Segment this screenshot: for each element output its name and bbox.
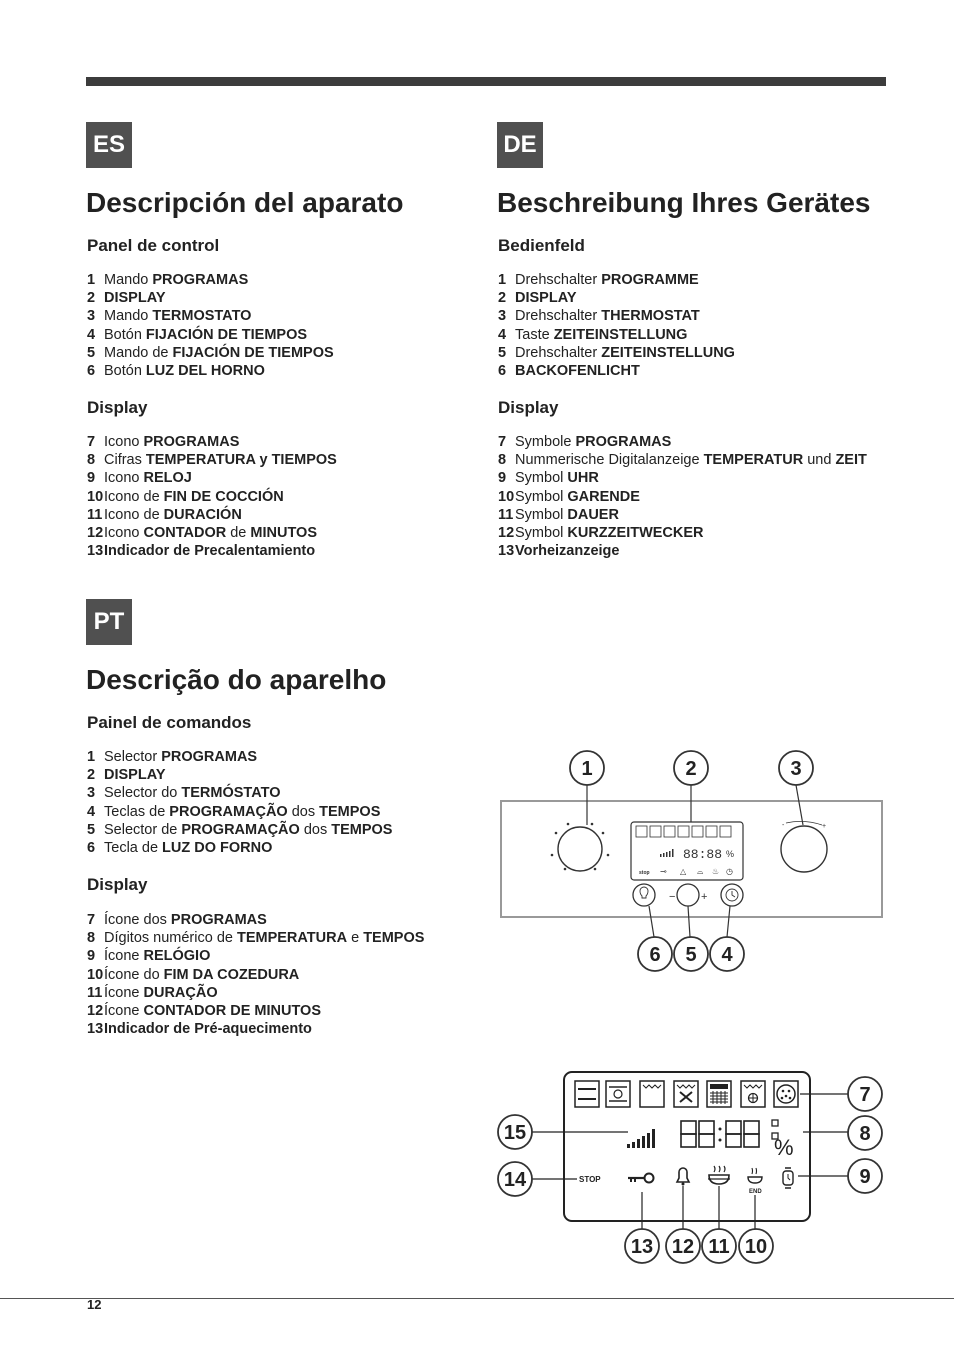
list-item [87, 271, 334, 289]
list-item-text: Tecla de LUZ DO FORNO [104, 839, 273, 856]
svg-text:+: + [822, 823, 827, 830]
list-item-number: 12 [87, 1002, 104, 1019]
list-item-number: 9 [87, 948, 96, 965]
list-item-number: 3 [87, 785, 96, 802]
list-item-text: Dígitos numérico de TEMPERATURA e TEMPOS [104, 930, 425, 947]
list-item-text: Botón LUZ DEL HORNO [104, 362, 265, 379]
display-small-stop: stop [639, 870, 650, 876]
list-item-text: Teclas de PROGRAMAÇÃO dos TEMPOS [104, 803, 381, 820]
list-item [87, 984, 424, 1002]
list-item [498, 307, 735, 325]
svg-text:♨: ♨ [712, 867, 720, 876]
callout-7-label: 7 [859, 1084, 871, 1106]
list-item-number: 3 [87, 308, 96, 325]
control-panel-list-pt [87, 748, 392, 857]
callout-7 [848, 1077, 882, 1111]
list-item-text: Selector do TERMÓSTATO [104, 785, 281, 802]
list-item [498, 362, 735, 380]
list-item [87, 506, 337, 524]
display-heading-de: Display [498, 398, 559, 417]
list-item [87, 524, 337, 542]
timer-setting-knob [669, 884, 707, 906]
display-list-pt [87, 911, 424, 1038]
list-item-number: 3 [498, 308, 507, 325]
list-item-text: Icono de DURACIÓN [104, 506, 242, 523]
callout-3-label: 3 [790, 758, 802, 780]
svg-text:△: △ [680, 867, 687, 876]
list-item-number: 12 [498, 524, 515, 541]
digits-colon-top [719, 1128, 722, 1131]
callout-12-label: 12 [671, 1236, 695, 1258]
language-badge-pt: PT [86, 599, 132, 645]
display-small [631, 822, 743, 880]
list-item-number: 10 [87, 488, 104, 505]
list-item-number: 1 [498, 272, 507, 288]
callout-3 [779, 751, 813, 785]
list-item-number: 2 [87, 767, 96, 784]
list-item [87, 766, 392, 784]
callout-4-label: 4 [721, 944, 733, 966]
list-item-text: Ícone RELÓGIO [104, 948, 211, 965]
list-item-number: 7 [87, 434, 96, 450]
list-item [87, 344, 334, 362]
list-item-text: Vorheizanzeige [515, 543, 620, 560]
list-item-text: Icono CONTADOR de MINUTOS [104, 524, 317, 541]
list-item [87, 326, 334, 344]
list-item-number: 9 [498, 470, 507, 487]
digits-colon-bottom [719, 1139, 722, 1142]
list-item-text: Indicador de Precalentamiento [104, 543, 316, 560]
list-item-text: Ícone dos PROGRAMAS [104, 912, 267, 928]
list-item-number: 11 [498, 506, 514, 523]
list-item-text: Drehschalter THERMOSTAT [515, 308, 700, 325]
list-item-number: 4 [87, 803, 96, 820]
callout-1 [570, 751, 604, 785]
list-item-number: 8 [498, 452, 507, 469]
list-item-text: Ícone DURAÇÃO [104, 984, 218, 1001]
list-item [87, 929, 424, 947]
callout-9 [848, 1159, 882, 1193]
control-panel-heading-de: Bedienfeld [498, 236, 585, 255]
list-item-number: 2 [498, 290, 507, 307]
list-item-text: DISPLAY [104, 290, 166, 307]
list-item-number: 6 [498, 362, 507, 379]
list-item [498, 271, 735, 289]
callout-6 [638, 937, 672, 971]
svg-text:⊸: ⊸ [660, 867, 667, 876]
list-item-text: Mando TERMOSTATO [104, 308, 252, 325]
list-item-number: 6 [87, 839, 96, 856]
list-item-text: Icono RELOJ [104, 470, 192, 487]
timer-plus-label: + [701, 891, 708, 903]
section-title-es: Descripción del aparato [86, 187, 404, 218]
page-number: 12 [87, 1297, 102, 1312]
bottom-rule [0, 1298, 954, 1299]
list-item-text: Mando de FIJACIÓN DE TIEMPOS [104, 344, 334, 361]
display-detail-illustration [498, 1072, 882, 1263]
control-panel-illustration [501, 751, 882, 971]
svg-text:⌓: ⌓ [697, 867, 704, 876]
list-item-text: BACKOFENLICHT [515, 362, 640, 379]
callout-14-label: 14 [503, 1169, 527, 1191]
list-item-number: 13 [87, 543, 104, 560]
list-item-text: Botón FIJACIÓN DE TIEMPOS [104, 326, 308, 343]
list-item [87, 966, 424, 984]
list-item-text: Drehschalter ZEITEINSTELLUNG [515, 344, 735, 361]
display-list-de [498, 433, 867, 560]
list-item [87, 469, 337, 487]
list-item-text: Indicador de Pré-aquecimento [104, 1021, 312, 1038]
control-panel-heading-es: Panel de control [87, 236, 220, 255]
list-item [87, 1002, 424, 1020]
control-panel-list-de [498, 271, 735, 380]
timer-minus-label: − [669, 891, 676, 903]
list-item-number: 2 [87, 290, 96, 307]
callout-2 [674, 751, 708, 785]
list-item [87, 911, 424, 929]
list-item [498, 542, 867, 560]
svg-text:END: END [749, 1189, 762, 1195]
list-item-text: Symbol KURZZEITWECKER [515, 524, 704, 541]
list-item [498, 344, 735, 362]
callout-2-label: 2 [685, 758, 697, 780]
list-item-number: 8 [87, 930, 96, 947]
list-item-number: 11 [87, 506, 103, 523]
list-item-number: 6 [87, 362, 96, 379]
display-heading-es: Display [87, 398, 148, 417]
list-item-number: 12 [87, 524, 104, 541]
list-item-text: Taste ZEITEINSTELLUNG [515, 326, 688, 343]
callout-1-label: 1 [581, 758, 593, 780]
list-item-number: 9 [87, 470, 96, 487]
callout-15-label: 15 [503, 1122, 527, 1144]
list-item [87, 488, 337, 506]
callout-13-label: 13 [630, 1236, 654, 1258]
language-badge-es: ES [86, 122, 132, 168]
list-item [87, 947, 424, 965]
callout-10-label: 10 [744, 1236, 768, 1258]
list-item-number: 7 [87, 912, 96, 928]
list-item [498, 289, 735, 307]
svg-text:%: % [726, 849, 735, 859]
control-panel-heading-pt: Painel de comandos [87, 713, 252, 732]
list-item [87, 1020, 424, 1038]
list-item-text: Cifras TEMPERATURA y TIEMPOS [104, 452, 337, 469]
list-item [498, 433, 867, 451]
list-item [87, 839, 392, 857]
control-panel-list-es [87, 271, 334, 380]
stop-label: STOP [579, 1175, 601, 1184]
list-item [498, 488, 867, 506]
callout-8-label: 8 [859, 1123, 871, 1145]
list-item-number: 11 [87, 984, 103, 1001]
list-item-number: 5 [87, 821, 96, 838]
list-item-text: Symbole PROGRAMAS [515, 434, 672, 450]
list-item-number: 13 [87, 1021, 104, 1038]
list-item-text: Nummerische Digitalanzeige TEMPERATUR und ZEIT [515, 452, 867, 469]
list-item-number: 5 [498, 344, 507, 361]
display-heading-pt: Display [87, 875, 148, 894]
language-badge-de: DE [497, 122, 543, 168]
callout-14 [498, 1162, 532, 1196]
section-title-de: Beschreibung Ihres Gerätes [497, 187, 871, 218]
callout-6-label: 6 [649, 944, 661, 966]
section-title-pt: Descrição do aparelho [86, 664, 387, 695]
list-item [87, 433, 337, 451]
list-item-text: Ícone do FIM DA COZEDURA [104, 966, 300, 983]
list-item-number: 4 [498, 326, 507, 343]
list-item-number: 10 [87, 966, 104, 983]
callout-9-label: 9 [859, 1166, 871, 1188]
list-item-number: 4 [87, 326, 96, 343]
svg-text:-: - [782, 822, 785, 829]
callout-13 [625, 1229, 659, 1263]
list-item [498, 326, 735, 344]
list-item-text: Symbol GARENDE [515, 488, 640, 505]
callout-11 [702, 1229, 736, 1263]
list-item [87, 542, 337, 560]
callout-10 [739, 1229, 773, 1263]
callout-12 [666, 1229, 700, 1263]
list-item-text: Symbol UHR [515, 470, 599, 487]
list-item-text: Ícone CONTADOR DE MINUTOS [104, 1002, 321, 1019]
list-item-text: DISPLAY [104, 767, 166, 784]
top-rule [86, 77, 886, 86]
list-item-number: 7 [498, 434, 507, 450]
list-item [498, 506, 867, 524]
list-item [87, 307, 334, 325]
programmes-knob [551, 823, 610, 871]
list-item [87, 451, 337, 469]
list-item [498, 451, 867, 469]
oven-light-button [633, 884, 655, 906]
list-item-number: 1 [87, 749, 96, 765]
list-item [498, 524, 867, 542]
timer-setting-button [721, 884, 743, 906]
callout-5-label: 5 [685, 944, 697, 966]
callout-11-label: 11 [708, 1236, 730, 1258]
list-item-number: 5 [87, 344, 96, 361]
thermostat-knob [781, 821, 827, 872]
list-item [87, 362, 334, 380]
list-item-text: Mando PROGRAMAS [104, 272, 249, 288]
list-item [498, 469, 867, 487]
svg-text:◷: ◷ [726, 867, 733, 876]
list-item-text: Selector PROGRAMAS [104, 749, 258, 765]
list-item [87, 803, 392, 821]
display-small-digits: 88:88 [683, 847, 723, 862]
oven-control-diagram [494, 745, 886, 1265]
list-item [87, 289, 334, 307]
list-item-text: Symbol DAUER [515, 506, 619, 523]
list-item-number: 13 [498, 543, 515, 560]
list-item-text: Drehschalter PROGRAMME [515, 272, 699, 288]
callout-4 [710, 937, 744, 971]
list-item [87, 784, 392, 802]
callout-5 [674, 937, 708, 971]
list-item-text: Icono de FIN DE COCCIÓN [104, 488, 284, 505]
callout-15 [498, 1115, 532, 1149]
list-item-text: Selector de PROGRAMAÇÃO dos TEMPOS [104, 821, 393, 838]
display-list-es [87, 433, 337, 560]
list-item-number: 8 [87, 452, 96, 469]
list-item-number: 10 [498, 488, 515, 505]
callout-8 [848, 1116, 882, 1150]
list-item-text: Icono PROGRAMAS [104, 434, 240, 450]
list-item [87, 748, 392, 766]
percent-sign: % [774, 1135, 794, 1160]
list-item-text: DISPLAY [515, 290, 577, 307]
list-item-number: 1 [87, 272, 96, 288]
list-item [87, 821, 392, 839]
